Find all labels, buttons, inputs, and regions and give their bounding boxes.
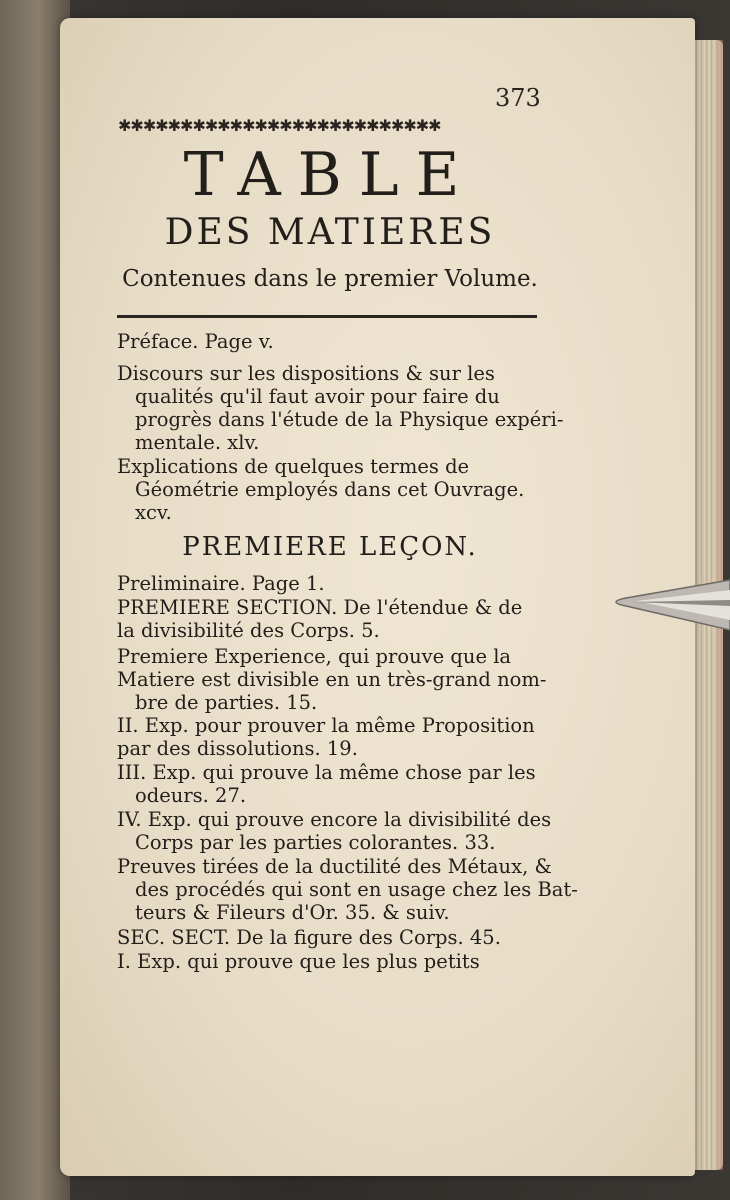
page-title: TABLE [183, 140, 477, 210]
entry-line: des procédés qui sont en usage chez les Bat- [135, 878, 578, 901]
entry-line: mentale. xlv. [135, 431, 260, 454]
toc-entry [117, 855, 578, 924]
entry-line: Preuves tirées de la ductilité des Métaux, & [117, 855, 552, 878]
ornament-border: ✱✱✱✱✱✱✱✱✱✱✱✱✱✱✱✱✱✱✱✱✱✱✱✱✱✱ [118, 116, 441, 135]
entry-line: IV. Exp. qui prouve encore la divisibilité des [117, 808, 552, 831]
entry-line: PREMIERE SECTION. De l'étendue & de [117, 596, 523, 619]
entry-line: Premiere Experience, qui prouve que la [117, 645, 512, 668]
entry-line: III. Exp. qui prouve la même chose par les [117, 761, 536, 784]
toc-entry [117, 596, 557, 642]
divider-rule [117, 315, 537, 318]
entry-line: progrès dans l'étude de la Physique expéri- [135, 408, 564, 431]
toc-entry [117, 950, 557, 973]
entry-line: xcv. [135, 501, 172, 524]
toc-entry-preface [117, 330, 557, 353]
toc-entry [117, 808, 557, 854]
entry-line: II. Exp. pour prouver la même Proposition [117, 714, 535, 737]
entry-line: Preliminaire. Page 1. [117, 572, 325, 595]
entry-line: par des dissolutions. 19. [117, 737, 358, 760]
entry-line: bre de parties. 15. [135, 691, 318, 714]
page-subtitle: DES MATIERES [164, 212, 496, 253]
entry-line: Matiere est divisible en un très-grand nom- [117, 668, 547, 691]
entry-line: I. Exp. qui prouve que les plus petits [117, 950, 480, 973]
entry-line: teurs & Fileurs d'Or. 35. & suiv. [135, 901, 450, 924]
toc-entry [117, 926, 557, 949]
entry-line: odeurs. 27. [135, 784, 247, 807]
toc-entry [117, 714, 557, 760]
entry-line: Discours sur les dispositions & sur les [117, 362, 495, 385]
entry-line: Préface. Page v. [117, 330, 274, 353]
entry-line: la divisibilité des Corps. 5. [117, 619, 380, 642]
section-heading: PREMIERE LEÇON. [182, 532, 478, 562]
entry-line: Explications de quelques termes de [117, 455, 470, 478]
toc-entry-discours [117, 362, 564, 454]
page-subline: Contenues dans le premier Volume. [122, 266, 538, 292]
page-number: 373 [495, 84, 541, 112]
metal-bookmark [606, 570, 730, 640]
entry-line: Corps par les parties colorantes. 33. [135, 831, 496, 854]
entry-line: Géométrie employés dans cet Ouvrage. [135, 478, 525, 501]
entry-line: SEC. SECT. De la figure des Corps. 45. [117, 926, 501, 949]
toc-entry-explications [117, 455, 557, 524]
entry-line: qualités qu'il faut avoir pour faire du [135, 385, 500, 408]
toc-entry [117, 572, 557, 595]
toc-entry [117, 645, 557, 714]
toc-entry [117, 761, 557, 807]
